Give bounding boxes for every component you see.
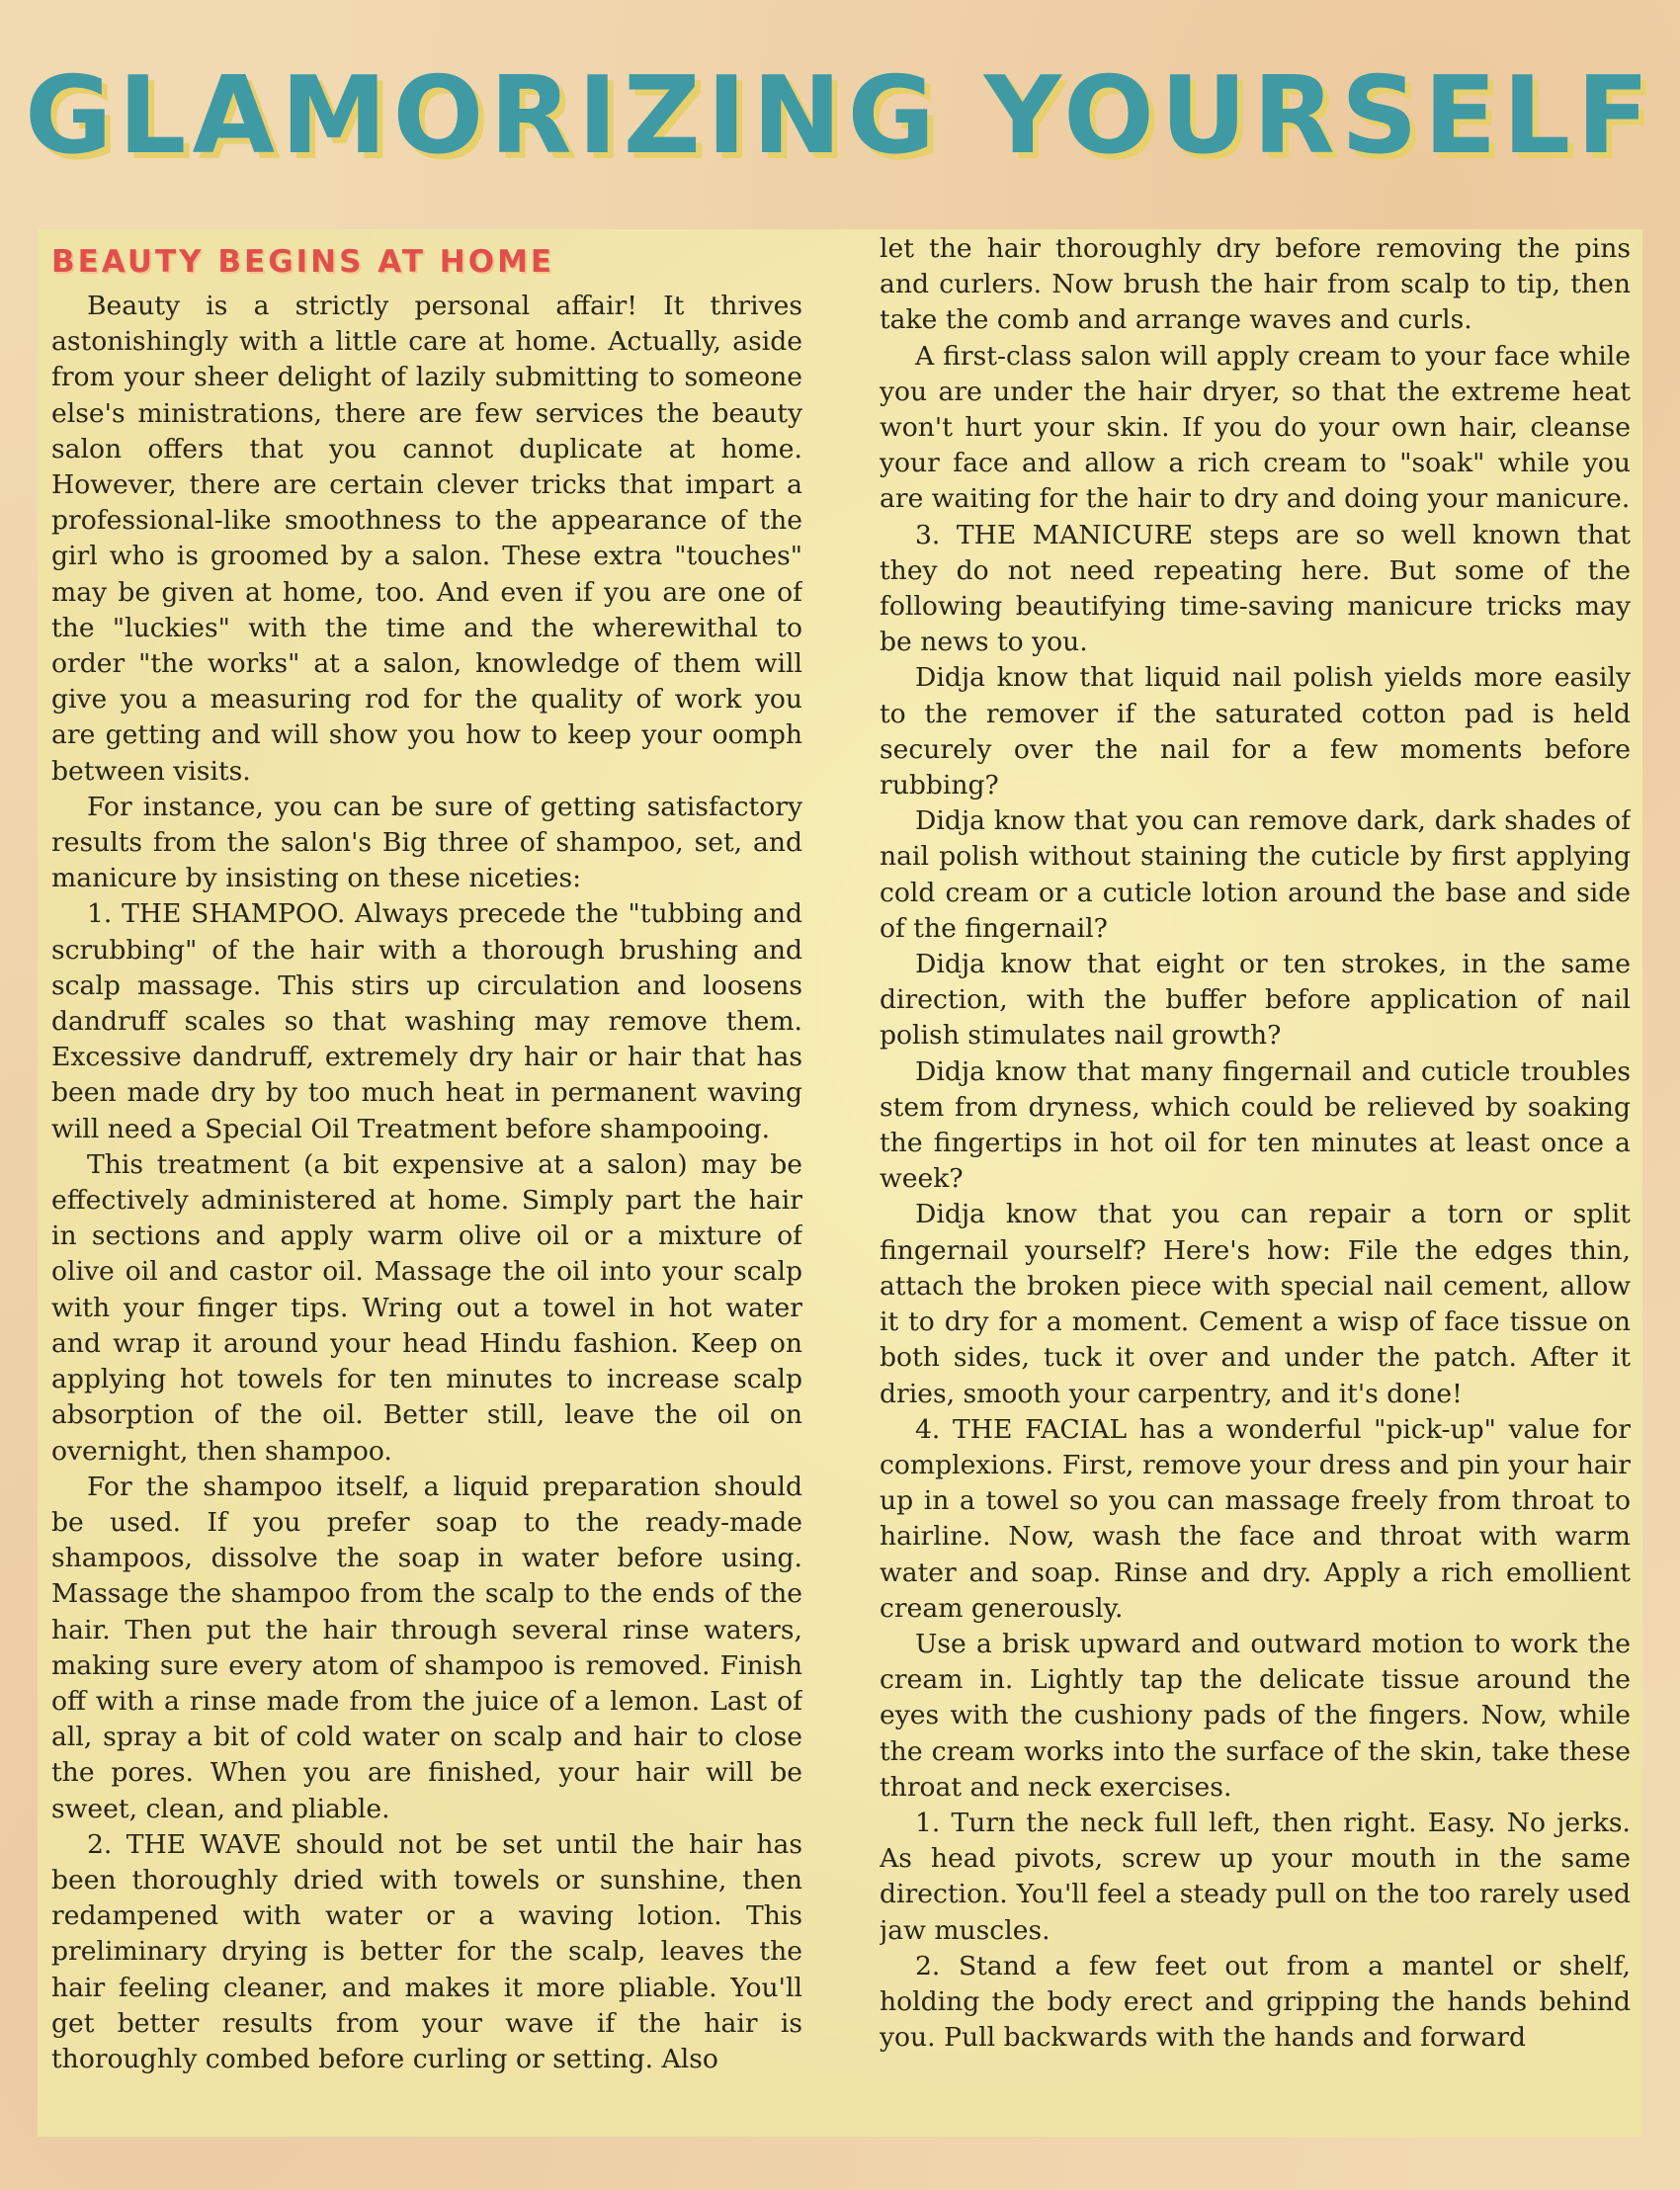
article-panel [38, 229, 1642, 2137]
paragraph-didja-remover: Didja know that liquid nail polish yields more easily to the remover if the saturated cotton pad is held securely over the nail for a few moments before rubbing? [880, 662, 1631, 801]
paragraph-manicure: 3. THE MANICURE steps are so well known that they do not need repeating here. But some of the following beautifying time-saving manicure tricks may be news to you. [880, 519, 1631, 658]
paragraph-oil-treatment: This treatment (a bit expensive at a salon) may be effectively administered at home. Simply part the hair in sections and apply warm olive oil or a mixture of olive oil and castor oil. Massage the oil into your scalp with your finger tips. Wring out a towel in hot water and wrap it around your head Hindu fashion. Keep on applying hot towels for ten minutes to increase scalp absorption of the oil. Better still, leave the oil on overnight, then shampoo. [51, 1148, 802, 1467]
paragraph-didja-repair: Didja know that you can repair a torn or split fingernail yourself? Here's how: File the edges thin, attach the broken piece with special nail cement, allow it to dry for a moment. Cement a wisp of face tissue on both sides, tuck it over and under the patch. After it dries, smooth your carpentry, and it's done! [880, 1199, 1631, 1409]
intro-paragraph: Beauty is a strictly personal affair! It thrives astonishingly with a little care at home. Actually, aside from your sheer delight of lazily submitting to someone else's ministrations, there are few services the beauty salon offers that you cannot duplicate at home. However, there are certain clever tricks that impart a professional-like smoothness to the appearance of the girl who is groomed by a salon. These extra "touches" may be given at home, too. And even if you are one of the "luckies" with the time and the wherewithal to order "the works" at a salon, knowledge of them will give you a measuring rod for the quality of work you are getting and will show you how to keep your oomph between visits. [51, 291, 802, 787]
left-column [51, 229, 802, 2137]
paragraph-for-instance: For instance, you can be sure of getting satisfactory results from the salon's Big three of shampoo, set, and manicure by insisting on these niceties: [51, 791, 802, 894]
paragraph-exercise-2: 2. Stand a few feet out from a mantel or shelf, holding the body erect and gripping the hands behind you. Pull backwards with the hands and forward [880, 1950, 1631, 2054]
paragraph-shampoo-itself: For the shampoo itself, a liquid preparation should be used. If you prefer soap to the ready-made shampoos, dissolve the soap in water before using. Massage the shampoo from the scalp to the ends of the hair. Then put the hair through several rinse waters, making sure every atom of shampoo is removed. Finish off with a rinse made from the juice of a lemon. Last of all, spray a bit of cold water on scalp and hair to close the pores. When you are finished, your hair will be sweet, clean, and pliable. [51, 1471, 802, 1824]
paragraph-didja-buffer: Didja know that eight or ten strokes, in the same direction, with the buffer before application of nail polish stimulates nail growth? [880, 949, 1631, 1052]
paragraph-upward-motion: Use a brisk upward and outward motion to work the cream in. Lightly tap the delicate tissue around the eyes with the cushiony pads of the fingers. Now, while the cream works into the surface of the skin, take these throat and neck exercises. [880, 1628, 1631, 1803]
paragraph-shampoo: 1. THE SHAMPOO. Always precede the "tubbing and scrubbing" of the hair with a thorough brushing and scalp massage. This stirs up circulation and loosens dandruff scales so that washing may remove them. Excessive dandruff, extremely dry hair or hair that has been made dry by too much heat in permanent waving will need a Special Oil Treatment before shampooing. [51, 898, 802, 1144]
section-heading: BEAUTY BEGINS AT HOME [51, 244, 555, 280]
paragraph-didja-dryness: Didja know that many fingernail and cuticle troubles stem from dryness, which could be relieved by soaking the fingertips in hot oil for ten minutes at least once a week? [880, 1055, 1631, 1195]
right-column [880, 231, 1631, 2139]
paragraph-wave: 2. THE WAVE should not be set until the hair has been thoroughly dried with towels or sunshine, then redampened with water or a waving lotion. This preliminary drying is better for the scalp, leaves the hair feeling cleaner, and makes it more pliable. You'll get better results from your wave if the hair is thoroughly combed before curling or setting. Also [51, 1828, 802, 2074]
paragraph-wave-continued: let the hair thoroughly dry before removing the pins and curlers. Now brush the hair from scalp to tip, then take the comb and arrange waves and curls. [880, 233, 1631, 336]
paragraph-salon-cream: A first-class salon will apply cream to your face while you are under the hair dryer, so that the extreme heat won't hurt your skin. If you do your own hair, cleanse your face and allow a rich cream to "soak" while you are waiting for the hair to dry and doing your manicure. [880, 340, 1631, 515]
paragraph-exercise-1: 1. Turn the neck full left, then right. Easy. No jerks. As head pivots, screw up your mouth in the same direction. You'll feel a steady pull on the too rarely used jaw muscles. [880, 1807, 1631, 1946]
paragraph-didja-dark-shades: Didja know that you can remove dark, dark shades of nail polish without staining the cuticle by first applying cold cream or a cuticle lotion around the base and side of the fingernail? [880, 805, 1631, 944]
paragraph-facial: 4. THE FACIAL has a wonderful "pick-up" value for complexions. First, remove your dress and pin your hair up in a towel so you can massage freely from throat to hairline. Now, wash the face and throat with warm water and soap. Rinse and dry. Apply a rich emollient cream generously. [880, 1413, 1631, 1624]
page-title: GLAMORIZING YOURSELF [25, 54, 1655, 178]
